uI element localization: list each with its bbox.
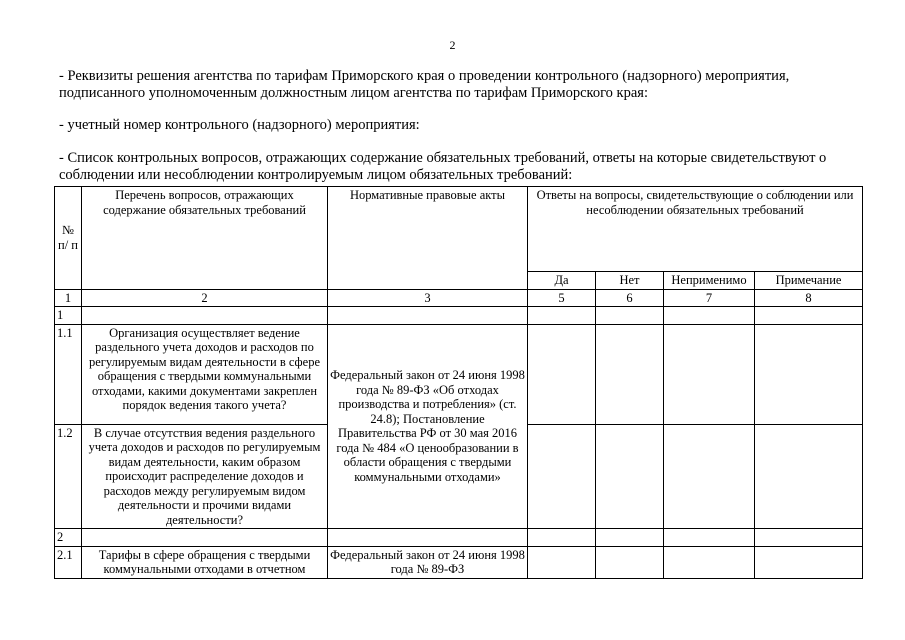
column-number: 2 xyxy=(82,289,328,307)
question-cell: Тарифы в сфере обращения с твердыми коммунальными отходами в отчетном xyxy=(82,546,328,578)
header-number: № п/ п xyxy=(55,187,82,290)
paragraph-question-list-intro: - Список контрольных вопросов, отражающих содержание обязательных требований, ответы на которые свидетельствуют о соблюдении или несоблюдении контролируемым лицом обязательных требований: xyxy=(59,150,827,183)
column-number: 7 xyxy=(664,289,755,307)
checklist-table xyxy=(54,186,863,579)
column-number: 6 xyxy=(596,289,664,307)
header-legal-acts: Нормативные правовые акты xyxy=(328,187,528,290)
header-note: Примечание xyxy=(755,272,863,290)
header-not-applicable: Неприменимо xyxy=(664,272,755,290)
table-row xyxy=(55,546,863,578)
column-numbers-row xyxy=(55,289,863,307)
header-yes: Да xyxy=(528,272,596,290)
question-cell: Организация осуществляет ведение раздельного учета доходов и расходов по регулируемым видам деятельности в сфере обращения с твердыми коммунальными отходами, какими документами закреплен порядок ведения такого учета? xyxy=(82,324,328,424)
paragraph-decision-details: - Реквизиты решения агентства по тарифам Приморского края о проведении контрольного (надзорного) мероприятия, подписанного уполномоченным должностным лицом агентства по тарифам Приморского края: xyxy=(59,68,790,101)
header-questions: Перечень вопросов, отражающих содержание обязательных требований xyxy=(82,187,328,290)
column-number: 5 xyxy=(528,289,596,307)
table-row xyxy=(55,324,863,424)
page-number: 2 xyxy=(449,38,456,52)
column-number: 1 xyxy=(55,289,82,307)
row-number: 2.1 xyxy=(55,546,82,578)
column-number: 3 xyxy=(328,289,528,307)
section-number: 1 xyxy=(55,307,82,325)
legal-acts-cell: Федеральный закон от 24 июня 1998 года № 89-ФЗ xyxy=(328,546,528,578)
question-cell: В случае отсутствия ведения раздельного учета доходов и расходов по регулируемым видам деятельности, каким образом происходит распределение доходов и расходов между регулируемым видом деятельности и прочими видами деятельности? xyxy=(82,424,328,529)
section-row xyxy=(55,307,863,325)
header-answers: Ответы на вопросы, свидетельствующие о соблюдении или несоблюдении обязательных требований xyxy=(528,187,863,272)
row-number: 1.2 xyxy=(55,424,82,529)
column-number: 8 xyxy=(755,289,863,307)
legal-acts-cell: Федеральный закон от 24 июня 1998 года № 89-ФЗ «Об отходах производства и потребления» (ст. 24.8); Постановление Правительства РФ от 30 мая 2016 года № 484 «О ценообразовании в области обращения с твердыми коммунальными отходами» xyxy=(328,324,528,529)
section-row xyxy=(55,529,863,547)
section-number: 2 xyxy=(55,529,82,547)
row-number: 1.1 xyxy=(55,324,82,424)
paragraph-registration-number: - учетный номер контрольного (надзорного) мероприятия: xyxy=(59,117,420,133)
header-no: Нет xyxy=(596,272,664,290)
